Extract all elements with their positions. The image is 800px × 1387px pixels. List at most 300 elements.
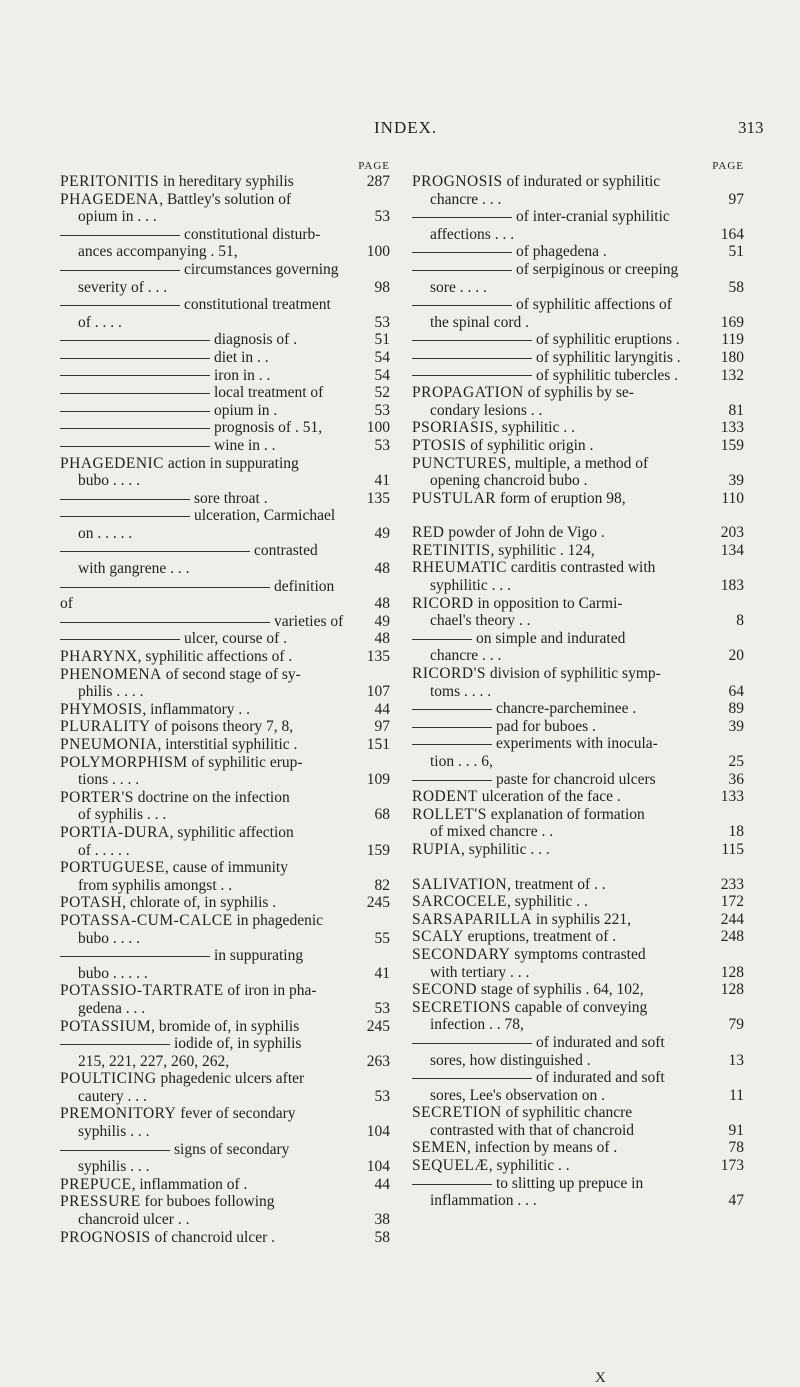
index-entry: [412, 928, 744, 946]
entry-page-number: 55: [374, 929, 390, 947]
entry-line: chancre . . .: [430, 190, 502, 208]
entry-line: chancre-parcheminee .: [412, 700, 704, 718]
index-entry: [60, 912, 390, 947]
entry-line: of serpiginous or creeping: [412, 261, 704, 279]
index-entry: [60, 173, 390, 191]
index-entry: [412, 208, 744, 243]
entry-page-number: 135: [366, 489, 390, 507]
index-entry: [412, 331, 744, 349]
entry-line: on . . . . .: [78, 524, 133, 542]
index-entry: [60, 226, 390, 261]
index-entry: [60, 331, 390, 349]
entry-line: of syphilitic eruptions .: [412, 331, 704, 349]
entry-line: the spinal cord .: [430, 313, 530, 331]
entry-line: syphilitic . . .: [430, 577, 511, 595]
entry-page-number: 128: [720, 981, 744, 999]
entry-line: PHAGEDENA, Battley's solution of: [60, 190, 292, 208]
entry-page-number: 8: [736, 612, 744, 630]
entry-line: PHYMOSIS, inflammatory . .: [60, 700, 251, 718]
entry-line: PHARYNX, syphilitic affections of .: [60, 648, 293, 666]
ditto-dash: [60, 1150, 170, 1151]
ditto-dash: [412, 252, 512, 253]
entry-line: bubo . . . .: [78, 929, 140, 947]
entry-page-number: 81: [728, 401, 744, 419]
entry-line: sore throat .: [60, 490, 350, 508]
entry-page-number: 54: [374, 348, 390, 366]
entry-line: constitutional disturb-: [60, 226, 350, 244]
index-entry: [412, 419, 744, 437]
entry-line: POTASSIUM, bromide of, in syphilis: [60, 1017, 300, 1035]
entry-line: of phagedena .: [412, 243, 704, 261]
entry-line: bubo . . . .: [78, 472, 140, 490]
index-entry: [60, 578, 390, 613]
page-header: [0, 118, 800, 146]
index-entry: [412, 490, 744, 508]
index-entry: [60, 613, 390, 631]
entry-page-number: 128: [720, 963, 744, 981]
entry-page-number: 52: [374, 384, 390, 402]
entry-line: tions . . . .: [78, 771, 140, 789]
index-entry: [60, 1176, 390, 1194]
entry-line: from syphilis amongst . .: [78, 876, 233, 894]
entry-page-number: 244: [720, 910, 744, 928]
index-entry: [60, 490, 390, 508]
index-entry: [412, 841, 744, 859]
index-entry: [412, 384, 744, 419]
index-entry: [412, 349, 744, 367]
index-entry: [412, 665, 744, 700]
entry-page-number: 36: [728, 770, 744, 788]
entry-line: gedena . . .: [78, 999, 146, 1017]
entry-page-number: 53: [374, 313, 390, 331]
entry-line: signs of secondary: [60, 1141, 350, 1159]
entry-line: PTOSIS of syphilitic origin .: [412, 436, 594, 454]
index-entry: [412, 981, 744, 999]
entry-page-number: 25: [728, 753, 744, 770]
entry-line: circumstances governing: [60, 261, 350, 279]
index-entry: [60, 296, 390, 331]
entry-line: constitutional treatment: [60, 296, 350, 314]
entry-page-number: 53: [374, 999, 390, 1017]
entry-page-number: 104: [366, 1158, 390, 1176]
entry-page-number: 104: [366, 1123, 390, 1141]
entry-line: SEQUELÆ, syphilitic . .: [412, 1157, 570, 1175]
ditto-dash: [60, 375, 210, 376]
index-entry: [60, 191, 390, 226]
ditto-dash: [412, 1184, 492, 1185]
entry-line: of syphilitic tubercles .: [412, 367, 704, 385]
index-entry: [60, 1035, 390, 1070]
section-gap: [412, 507, 744, 524]
entry-line: sores, how distinguished .: [430, 1051, 591, 1069]
entry-line: syphilis . . .: [78, 1158, 150, 1176]
index-entry: [412, 771, 744, 789]
entry-page-number: 79: [728, 1016, 744, 1034]
entry-line: SARSAPARILLA in syphilis 221,: [412, 910, 632, 928]
index-entry: [60, 754, 390, 789]
entry-page-number: 38: [374, 1211, 390, 1229]
index-entry: [60, 982, 390, 1017]
entry-line: PHAGEDENIC action in suppurating: [60, 454, 299, 472]
entry-page-number: 135: [366, 648, 390, 666]
ditto-dash: [412, 744, 492, 745]
index-entry: [60, 349, 390, 367]
entry-page-number: 39: [728, 472, 744, 490]
ditto-dash: [60, 587, 270, 588]
entry-page-number: 41: [374, 964, 390, 982]
entry-page-number: 159: [720, 436, 744, 454]
entry-line: PORTIA-DURA, syphilitic affection: [60, 823, 294, 841]
entry-line: ulceration, Carmichael: [60, 507, 350, 525]
index-entry: [60, 1105, 390, 1140]
entry-page-number: 110: [721, 489, 744, 507]
entry-line: RETINITIS, syphilitic . 124,: [412, 541, 595, 559]
entry-page-number: 133: [720, 419, 744, 437]
index-entry: [412, 296, 744, 331]
entry-page-number: 245: [366, 894, 390, 912]
ditto-dash: [412, 780, 492, 781]
entry-line: SEMEN, infection by means of .: [412, 1139, 618, 1157]
index-entry: [60, 894, 390, 912]
entry-page-number: 53: [374, 436, 390, 454]
ditto-dash: [60, 551, 250, 552]
index-entry: [412, 893, 744, 911]
entry-line: SECOND stage of syphilis . 64, 102,: [412, 981, 644, 999]
entry-line: POTASSA-CUM-CALCE in phagedenic: [60, 911, 324, 929]
ditto-dash: [412, 709, 492, 710]
entry-line: of . . . .: [78, 313, 122, 331]
entry-line: PREPUCE, inflammation of .: [60, 1175, 248, 1193]
index-entry: [412, 876, 744, 894]
entry-page-number: 132: [720, 366, 744, 384]
ditto-dash: [412, 1078, 532, 1079]
entry-line: RUPIA, syphilitic . . .: [412, 840, 550, 858]
ditto-dash: [60, 411, 210, 412]
entry-line: POTASSIO-TARTRATE of iron in pha-: [60, 982, 317, 1000]
index-entry: [412, 1069, 744, 1104]
entry-line: PROGNOSIS of indurated or syphilitic: [412, 173, 661, 190]
entry-line: opium in .: [60, 402, 350, 420]
index-entry: [60, 648, 390, 666]
entry-line: diagnosis of .: [60, 331, 350, 349]
entry-line: POLYMORPHISM of syphilitic erup-: [60, 753, 303, 771]
entry-line: PREMONITORY fever of secondary: [60, 1105, 296, 1123]
entry-line: opium in . . .: [78, 208, 157, 226]
entry-page-number: 100: [366, 243, 390, 261]
index-entry: [412, 806, 744, 841]
ditto-dash: [60, 1044, 170, 1045]
entry-line: PROPAGATION of syphilis by se-: [412, 384, 634, 402]
entry-line: iron in . .: [60, 367, 350, 385]
ditto-dash: [412, 358, 532, 359]
entry-page-number: 58: [374, 1228, 390, 1246]
entry-line: RED powder of John de Vigo .: [412, 524, 605, 542]
entry-line: bubo . . . . .: [78, 964, 148, 982]
entry-line: inflammation . . .: [430, 1192, 537, 1210]
entry-line: philis . . . .: [78, 683, 144, 701]
entry-page-number: 68: [374, 806, 390, 824]
entry-page-number: 203: [720, 524, 744, 542]
index-entry: [60, 542, 390, 577]
index-entry: [412, 1157, 744, 1175]
index-entry: [60, 367, 390, 385]
entry-line: of syphilitic affections of: [412, 296, 704, 314]
index-entry: [412, 261, 744, 296]
entry-line: in suppurating: [60, 947, 350, 965]
entry-line: varieties of: [60, 613, 350, 631]
entry-page-number: 48: [374, 595, 390, 613]
entry-line: SECRETIONS capable of conveying: [412, 998, 648, 1016]
entry-line: with tertiary . . .: [430, 963, 530, 981]
entry-line: PRESSURE for buboes following: [60, 1193, 275, 1211]
ditto-dash: [60, 305, 180, 306]
index-entry: [60, 455, 390, 490]
entry-line: SARCOCELE, syphilitic . .: [412, 893, 588, 911]
entry-line: PORTER'S doctrine on the infection: [60, 788, 290, 806]
index-entry: [412, 911, 744, 929]
entry-line: RICORD'S division of syphilitic symp-: [412, 665, 661, 683]
entry-line: of syphilitic laryngitis .: [412, 349, 704, 367]
index-column-right: [412, 160, 744, 1210]
ditto-dash: [60, 499, 190, 500]
entry-line: RICORD in opposition to Carmi-: [412, 594, 623, 612]
ditto-dash: [60, 393, 210, 394]
entry-line: PLURALITY of poisons theory 7, 8,: [60, 718, 294, 736]
entry-page-number: 78: [728, 1139, 744, 1157]
index-entry: [412, 999, 744, 1034]
index-entry: [412, 437, 744, 455]
index-entry: [412, 700, 744, 718]
entry-line: pad for buboes .: [412, 718, 704, 736]
entry-page-number: 164: [720, 225, 744, 243]
entry-line: PERITONITIS in hereditary syphilis: [60, 173, 294, 190]
entry-line: contrasted with that of chancroid: [430, 1121, 635, 1139]
index-entry: [60, 507, 390, 542]
page-number: 313: [738, 118, 764, 137]
index-entry: [60, 261, 390, 296]
entry-page-number: 183: [720, 577, 744, 595]
index-entry: [412, 559, 744, 594]
entry-page-number: 11: [729, 1086, 744, 1104]
ditto-dash: [412, 375, 532, 376]
index-entry: [60, 1141, 390, 1176]
entry-page-number: 49: [374, 612, 390, 630]
entry-line: PUSTULAR form of eruption 98,: [412, 489, 626, 507]
entry-page-number: 287: [366, 173, 390, 190]
entry-page-number: 133: [720, 788, 744, 806]
entry-page-number: 18: [728, 823, 744, 841]
index-entry: [412, 1139, 744, 1157]
entry-page-number: 97: [374, 718, 390, 736]
entry-page-number: 173: [720, 1157, 744, 1175]
index-entry: [412, 524, 744, 542]
entry-line: infection . . 78,: [430, 1016, 524, 1034]
entry-page-number: 49: [374, 524, 390, 542]
entry-line: of inter-cranial syphilitic: [412, 208, 704, 226]
entry-page-number: 159: [366, 841, 390, 859]
signature-mark: X: [595, 1370, 606, 1386]
index-entry: [412, 630, 744, 665]
entry-page-number: 82: [374, 876, 390, 894]
entry-line: RHEUMATIC carditis contrasted with: [412, 559, 656, 577]
ditto-dash: [60, 516, 190, 517]
ditto-dash: [412, 639, 472, 640]
entry-line: tion . . . 6,: [430, 753, 493, 770]
ditto-dash: [60, 340, 210, 341]
entry-page-number: 180: [720, 348, 744, 366]
entry-page-number: 233: [720, 875, 744, 893]
ditto-dash: [60, 235, 180, 236]
ditto-dash: [60, 270, 180, 271]
entry-line: of indurated and soft: [412, 1069, 704, 1087]
entry-line: condary lesions . .: [430, 401, 543, 419]
ditto-dash: [60, 446, 210, 447]
entry-page-number: 115: [721, 840, 744, 858]
entry-page-number: 248: [720, 928, 744, 946]
entry-page-number: 169: [720, 313, 744, 331]
entry-page-number: 41: [374, 472, 390, 490]
entry-line: contrasted: [60, 542, 350, 560]
index-column-left: [60, 160, 390, 1246]
index-entry: [60, 402, 390, 420]
index-entry: [412, 735, 744, 770]
entry-line: experiments with inocula-: [412, 735, 704, 753]
ditto-dash: [412, 270, 512, 271]
entry-line: affections . . .: [430, 225, 515, 243]
entry-line: of . . . . .: [78, 841, 130, 859]
entry-line: SECONDARY symptoms contrasted: [412, 945, 646, 963]
entry-line: to slitting up prepuce in: [412, 1175, 704, 1193]
entry-line: PNEUMONIA, interstitial syphilitic .: [60, 736, 298, 753]
entry-page-number: 98: [374, 278, 390, 296]
entry-line: PSORIASIS, syphilitic . .: [412, 419, 575, 437]
index-entry: [412, 1175, 744, 1210]
entry-line: iodide of, in syphilis: [60, 1035, 350, 1053]
page-column-header: PAGE: [358, 160, 390, 172]
entry-line: RODENT ulceration of the face .: [412, 788, 621, 806]
entry-page-number: 91: [728, 1121, 744, 1139]
ditto-dash: [60, 622, 270, 623]
index-entry: [412, 243, 744, 261]
entry-page-number: 47: [728, 1192, 744, 1210]
entry-line: POTASH, chlorate of, in syphilis .: [60, 894, 277, 912]
ditto-dash: [60, 639, 180, 640]
index-entry: [60, 1193, 390, 1228]
index-entry: [412, 455, 744, 490]
entry-line: on simple and indurated: [412, 630, 704, 648]
index-entry: [60, 419, 390, 437]
entry-page-number: 48: [374, 630, 390, 648]
index-entry: [60, 1018, 390, 1036]
entry-page-number: 48: [374, 560, 390, 578]
ditto-dash: [412, 305, 512, 306]
index-entry: [412, 367, 744, 385]
entry-page-number: 100: [366, 419, 390, 437]
index-entry: [60, 1229, 390, 1247]
entry-page-number: 54: [374, 366, 390, 384]
index-entry: [60, 437, 390, 455]
entry-line: ulcer, course of .: [60, 630, 350, 648]
entry-page-number: 58: [728, 278, 744, 296]
index-entry: [60, 666, 390, 701]
ditto-dash: [60, 358, 210, 359]
entry-page-number: 53: [374, 401, 390, 419]
index-entry: [60, 630, 390, 648]
entry-line: paste for chancroid ulcers: [412, 771, 704, 789]
entry-page-number: 134: [720, 541, 744, 559]
entry-line: severity of . . .: [78, 278, 168, 296]
entry-line: toms . . . .: [430, 682, 492, 700]
entry-line: chancre . . .: [430, 647, 502, 665]
entry-line: SALIVATION, treatment of . .: [412, 875, 606, 893]
entry-line: wine in . .: [60, 437, 350, 455]
ditto-dash: [412, 340, 532, 341]
entry-line: PHENOMENA of second stage of sy-: [60, 665, 301, 683]
index-entry: [60, 824, 390, 859]
ditto-dash: [60, 428, 210, 429]
entry-page-number: 89: [728, 700, 744, 718]
index-entry: [60, 736, 390, 754]
entry-page-number: 44: [374, 1175, 390, 1193]
entry-page-number: 119: [721, 331, 744, 349]
index-entry: [412, 946, 744, 981]
ditto-dash: [412, 1043, 532, 1044]
index-entry: [412, 595, 744, 630]
running-title: INDEX.: [374, 118, 438, 137]
entry-page-number: 107: [366, 683, 390, 701]
entry-line: of indurated and soft: [412, 1034, 704, 1052]
entry-page-number: 109: [366, 771, 390, 789]
entry-line: local treatment of: [60, 384, 350, 402]
index-entry: [412, 173, 744, 208]
index-entry: [412, 1034, 744, 1069]
entry-line: chancroid ulcer . .: [78, 1211, 190, 1229]
ditto-dash: [60, 956, 210, 957]
index-entry: [60, 718, 390, 736]
entry-page-number: 151: [366, 736, 390, 753]
entry-line: 215, 221, 227, 260, 262,: [78, 1052, 230, 1070]
index-entry: [60, 859, 390, 894]
entry-page-number: 53: [374, 208, 390, 226]
entry-line: with gangrene . . .: [78, 560, 190, 578]
entry-page-number: 172: [720, 893, 744, 911]
entry-line: SECRETION of syphilitic chancre: [412, 1104, 633, 1122]
entry-line: PORTUGUESE, cause of immunity: [60, 859, 288, 877]
ditto-dash: [412, 727, 492, 728]
entry-line: diet in . .: [60, 349, 350, 367]
index-entry: [412, 542, 744, 560]
entry-line: chael's theory . .: [430, 612, 531, 630]
index-entry: [60, 789, 390, 824]
index-entry: [412, 1104, 744, 1139]
entry-line: opening chancroid bubo .: [430, 472, 588, 490]
entry-page-number: 13: [728, 1051, 744, 1069]
entry-page-number: 245: [366, 1017, 390, 1035]
entry-line: SCALY eruptions, treatment of .: [412, 928, 617, 946]
entry-line: of syphilis . . .: [78, 806, 167, 824]
ditto-dash: [412, 217, 512, 218]
entry-line: POULTICING phagedenic ulcers after: [60, 1070, 305, 1088]
entry-line: of mixed chancre . .: [430, 823, 554, 841]
entry-line: sores, Lee's observation on .: [430, 1086, 605, 1104]
index-entry: [60, 947, 390, 982]
entry-page-number: 53: [374, 1087, 390, 1105]
index-entry: [60, 1070, 390, 1105]
page-column-header: PAGE: [712, 160, 744, 172]
index-entry: [60, 701, 390, 719]
entry-line: definition of: [60, 577, 335, 613]
entry-line: prognosis of . 51,: [60, 419, 350, 437]
